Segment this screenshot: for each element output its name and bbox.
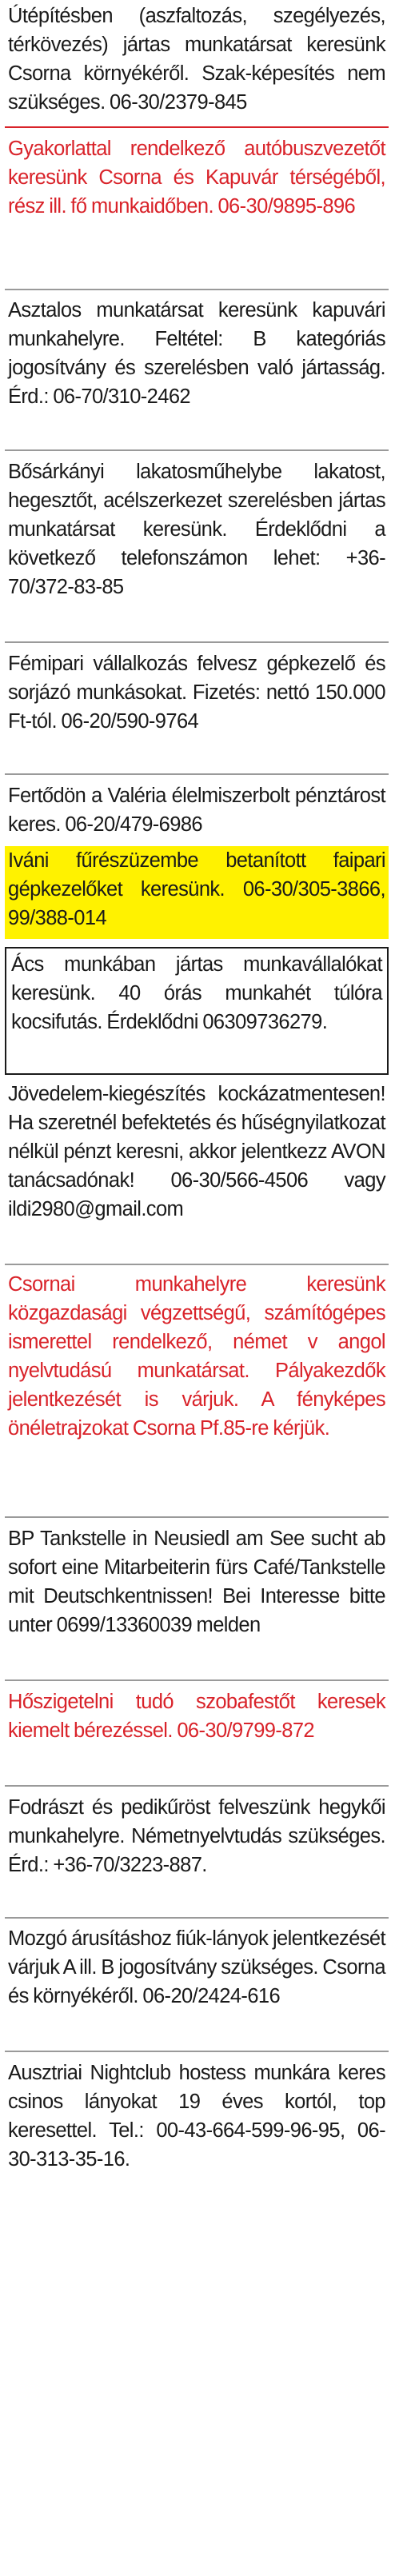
divider: [5, 289, 389, 290]
ad-furesz-highlighted: Iváni fűrészüzembe betanított faipari gépkezelőket keresünk. 06-30/305-3866, 99/388-014: [5, 846, 389, 939]
divider: [5, 2051, 389, 2052]
ad-mozgo: Mozgó árusításhoz fiúk-lányok jelentkezését várjuk A ill. B jogosítvány szükséges. Csorna és környékéről. 06-20/2424-616: [8, 1927, 385, 2007]
ad-kozgazdasagi: Csornai munkahelyre keresünk közgazdasági végzettségű, számítógépes ismerettel rendelkező, német v angol nyelvtudású munkatársat. Pályakezdők jelentkezését is várjuk. A fényképes önéletrajzokat Csorna Pf.85-re kérjük.: [8, 1273, 385, 1440]
divider: [5, 126, 389, 128]
divider: [5, 1516, 389, 1518]
ad-autobuszvezeto: Gyakorlattal rendelkező autóbuszvezetőt keresünk Csorna és Kapuvár térségéből, rész ill. fő munkaidőben. 06-30/9895-896: [8, 138, 385, 218]
ad-femipari: Fémipari vállalkozás felvesz gépkezelő és sorjázó munkásokat. Fizetés: nettó 150.000 Ft-tól. 06-20/590-9764: [8, 653, 385, 733]
divider: [5, 773, 389, 775]
ad-avon: Jövedelem-kiegészítés kockázatmentesen! Ha szeretnél befektetés és hűségnyilatkozat nélkül pénzt keresni, akkor jelentkezz AVON tanácsadónak! 06-30/566-4506 vagy ildi2980@gmail.com: [8, 1083, 385, 1220]
divider: [5, 1917, 389, 1919]
ad-utepites: Útépítésben (aszfaltozás, szegélyezés, térkövezés) jártas munkatársat keresünk Csorna környékéről. Szak-képesítés nem szükséges. 06-30/2379-845: [8, 5, 385, 114]
ad-penztaros: Fertődön a Valéria élelmiszerbolt pénztárost keres. 06-20/479-6986: [8, 785, 385, 836]
ad-fodrasz: Fodrászt és pedikűröst felveszünk hegykői munkahelyre. Németnyelvtudás szükséges. Érd.: +36-70/3223-887.: [8, 1796, 385, 1876]
divider: [5, 449, 389, 451]
ad-acs-boxed: Ács munkában jártas munkavállalókat keresünk. 40 órás munkahét túlóra kocsifutás. Érdeklődni 06309736279.: [5, 947, 389, 1075]
ad-lakatos: Bősárkányi lakatosműhelybe lakatost, hegesztőt, acélszerkezet szerelésben jártas munkatársat keresünk. Érdeklődni a következő telefonszámon lehet: +36-70/372-83-85: [8, 461, 385, 598]
ad-szobafesto: Hőszigetelni tudó szobafestőt keresek kiemelt bérezéssel. 06-30/9799-872: [8, 1691, 385, 1742]
ad-nightclub: Ausztriai Nightclub hostess munkára keres csinos lányokat 19 éves kortól, top keresettel. Tel.: 00-43-664-599-96-95, 06-30-313-35-16.: [8, 2062, 385, 2171]
divider: [5, 641, 389, 643]
divider: [5, 1264, 389, 1265]
ad-tankstelle: BP Tankstelle in Neusiedl am See sucht ab sofort eine Mitarbeiterin fürs Café/Tankstelle mit Deutschkentnissen! Bei Interesse bitte unter 0699/13360039 melden: [8, 1528, 385, 1636]
ad-asztalos: Asztalos munkatársat keresünk kapuvári munkahelyre. Feltétel: B kategóriás jogosítvány és szerelésben való jártasság. Érd.: 06-70/310-2462: [8, 299, 385, 408]
divider: [5, 1679, 389, 1681]
divider: [5, 1785, 389, 1787]
